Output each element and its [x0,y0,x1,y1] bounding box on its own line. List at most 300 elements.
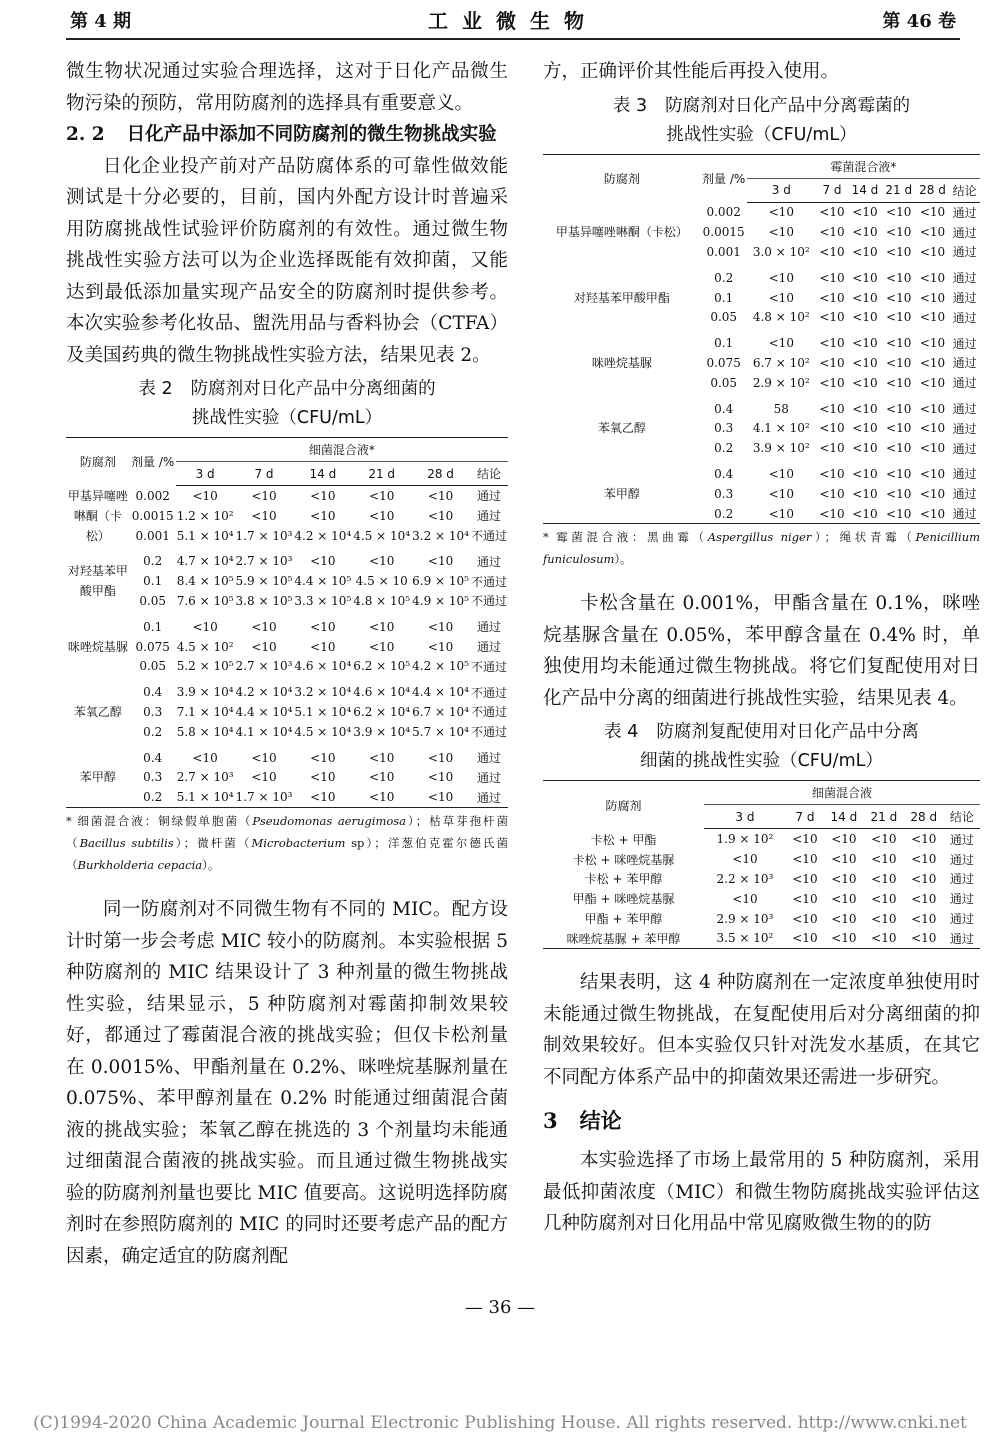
count-cell: 3.2 × 10⁴ [294,685,352,700]
count-cell: <10 [427,639,454,654]
table-title: 防腐剂对日化产品中分离霉菌的 [665,95,911,116]
col-header-group: 细菌混合液* [176,438,508,462]
paragraph: 微生物状况通过实验合理选择，这对于日化产品微生物污染的预防，常用防腐剂的选择具有重要意义。 [66,61,508,114]
count-cell: 4.8 × 10² [752,310,810,325]
count-cell: <10 [886,466,912,481]
count-cell: <10 [911,891,937,906]
count-cell: 4.2 × 10⁵ [412,659,469,674]
dose-cell: 0.05 [139,593,167,608]
count-cell: 5.8 × 10⁴ [176,724,234,739]
agent-name-cell: 对羟基苯甲酸甲酯 [67,564,128,599]
section-number: 2. 2 [66,124,105,145]
count-cell: 4.1 × 10² [752,421,810,436]
count-cell: 6.7 × 10² [752,355,810,370]
section-number: 3 [543,1108,558,1134]
result-cell: 通过 [949,912,974,927]
count-cell: <10 [852,441,878,456]
table-row [66,722,508,742]
count-cell: <10 [792,931,818,946]
count-cell: 4.5 × 10⁴ [294,724,352,739]
count-cell: 4.6 × 10⁴ [353,685,411,700]
count-cell: <10 [871,931,897,946]
agent-combo-cell: 甲酯 + 苯甲醇 [584,912,663,927]
dose-cell: 0.3 [143,704,163,719]
agent-name-cell: 苯氧乙醇 [597,421,646,436]
count-cell: 3.9 × 10⁴ [176,685,234,700]
result-cell: 通过 [949,931,974,946]
col-header-day: 3 d [747,178,816,202]
result-cell: 不通过 [470,725,507,740]
dose-cell: 0.075 [706,355,741,370]
count-cell: <10 [886,290,912,305]
table-row [543,829,980,849]
count-cell: <10 [911,911,937,926]
count-cell: <10 [310,619,336,634]
result-cell: 通过 [952,356,977,371]
count-cell: 5.7 × 10⁴ [412,724,469,739]
count-cell: 4.5 × 10 [355,574,408,589]
count-cell: <10 [369,619,395,634]
result-cell: 通过 [952,467,977,482]
count-cell: <10 [427,770,454,785]
count-cell: 3.3 × 10⁵ [294,593,352,608]
count-cell: 6.9 × 10⁵ [412,574,469,589]
count-cell: <10 [919,310,946,325]
count-cell: <10 [831,871,857,886]
dose-cell: 0.0015 [702,225,745,240]
count-cell: <10 [919,355,946,370]
result-cell: 通过 [952,271,977,286]
result-cell: 通过 [952,421,977,436]
count-cell: 58 [773,401,789,416]
count-cell: <10 [852,270,878,285]
count-cell: <10 [251,619,277,634]
section-title: 日化产品中添加不同防腐剂的微生物挑战实验 [126,124,497,145]
count-cell: <10 [310,750,336,765]
result-cell: 通过 [949,892,974,907]
table-title: 防腐剂复配使用对日化产品中分离 [656,722,919,743]
result-cell: 通过 [952,310,977,325]
count-cell: <10 [792,871,818,886]
count-cell: <10 [819,355,845,370]
result-cell: 不通过 [470,705,507,720]
col-header-day: 28 d [904,805,944,829]
table-row [66,486,508,506]
count-cell: <10 [819,506,845,521]
count-cell: <10 [369,639,395,654]
count-cell: <10 [871,832,897,847]
section-title: 结论 [579,1108,622,1134]
col-header-day: 21 d [882,178,916,202]
table-2 [66,437,508,808]
count-cell: <10 [919,441,946,456]
count-cell: <10 [251,639,277,654]
table-row [66,506,508,526]
count-cell: 4.5 × 10⁴ [353,528,411,543]
result-cell: 通过 [476,790,501,805]
count-cell: <10 [831,852,857,867]
count-cell: <10 [792,832,818,847]
count-cell: <10 [792,911,818,926]
result-cell: 通过 [476,620,501,635]
count-cell: <10 [871,871,897,886]
dose-cell: 0.05 [710,375,738,390]
count-cell: <10 [852,486,878,501]
count-cell: 6.2 × 10⁵ [353,659,411,674]
count-cell: <10 [831,832,857,847]
table-row [543,889,980,909]
count-cell: 6.7 × 10⁴ [412,704,469,719]
table-row [66,676,508,702]
result-cell: 通过 [952,336,977,351]
count-cell: <10 [310,508,336,523]
count-cell: 5.2 × 10⁵ [176,659,234,674]
count-cell: <10 [886,401,912,416]
count-cell: <10 [886,421,912,436]
dose-cell: 0.2 [714,270,734,285]
count-cell: <10 [819,225,845,240]
table-row [66,637,508,657]
result-cell: 通过 [952,507,977,522]
table-title-line2: 细菌的挑战性实验（CFU/mL） [640,751,883,772]
col-header-result: 结论 [949,178,980,202]
result-cell: 通过 [952,441,977,456]
table-row [66,742,508,768]
count-cell: 3.0 × 10² [752,244,810,259]
dose-cell: 0.2 [143,724,163,739]
count-cell: 4.2 × 10⁴ [294,528,352,543]
table-4 [543,780,980,949]
count-cell: <10 [369,554,395,569]
col-header-day: 14 d [824,805,864,829]
count-cell: <10 [886,375,912,390]
count-cell: 1.7 × 10³ [235,528,293,543]
col-header-dose: 剂量 /% [702,171,746,186]
table-row [543,869,980,889]
result-cell: 通过 [476,640,501,655]
agent-name-cell: 咪唑烷基脲 [591,355,652,370]
paragraph: 同一防腐剂对不同微生物有不同的 MIC。配方设计时第一步会考虑 MIC 较小的防腐剂。本实验根据 5 种防腐剂的 MIC 结果设计了 3 种剂量的微生物挑战性实验，结果显示，5 种防腐剂对霉菌抑制效果较好，都通过了霉菌混合液的挑战实验；但仅卡松剂量在 0.0015%、甲酯剂量在 0.2%、咪唑烷基脲剂量在 0.075%、苯甲醇剂量在 0.2% 时能通过细菌混合菌液的挑战实验；苯氧乙醇在挑选的 3 个剂量均未能通过细菌混合菌液的挑战实验。而且通过微生物挑战实验的防腐剂剂量也要比 MIC 值要高。这说明选择防腐剂时在参照防腐剂的 MIC 的同时还要考虑产品的配方因素，确定适宜的防腐剂配 [66,899,508,1267]
dose-cell: 0.002 [135,488,170,503]
paragraph: 方，正确评价其性能后再投入使用。 [543,61,840,82]
count-cell: <10 [732,891,758,906]
count-cell: <10 [919,205,946,220]
table-4-caption [543,718,980,776]
count-cell: <10 [427,508,454,523]
count-cell: 1.9 × 10² [716,832,774,847]
result-cell: 通过 [476,770,501,785]
col-header-agent: 防腐剂 [605,798,642,813]
count-cell: <10 [886,441,912,456]
count-cell: <10 [819,375,845,390]
count-cell: <10 [886,355,912,370]
col-header-day: 28 d [411,462,470,486]
agent-combo-cell: 甲酯 + 咪唑烷基脲 [572,892,675,907]
dose-cell: 0.05 [710,310,738,325]
section-heading-3 [543,1103,980,1139]
count-cell: <10 [369,750,395,765]
result-cell: 通过 [952,291,977,306]
count-cell: <10 [369,488,395,503]
count-cell: <10 [852,375,878,390]
count-cell: 2.2 × 10³ [716,871,774,886]
paragraph: 卡松含量在 0.001%，甲酯含量在 0.1%，咪唑烷基脲含量在 0.05%，苯甲醇含量在 0.4% 时，单独使用均未能通过微生物挑战。将它们复配使用对日化产品中分离的细菌进行挑战性实验，结果见表 4。 [543,593,980,709]
count-cell: 3.2 × 10⁴ [412,528,469,543]
count-cell: 5.9 × 10⁵ [235,574,293,589]
count-cell: <10 [911,871,937,886]
count-cell: 6.2 × 10⁴ [353,704,411,719]
count-cell: <10 [919,375,946,390]
count-cell: 4.9 × 10⁵ [412,593,469,608]
col-header-agent: 防腐剂 [603,171,640,186]
count-cell: 4.8 × 10⁵ [353,593,411,608]
count-cell: 4.2 × 10⁴ [235,685,293,700]
table-title-line2: 挑战性实验（CFU/mL） [191,408,383,428]
count-cell: 2.7 × 10³ [235,554,293,569]
count-cell: <10 [819,401,845,416]
dose-cell: 0.1 [714,290,734,305]
count-cell: 5.1 × 10⁴ [294,704,352,719]
count-cell: <10 [732,852,758,867]
journal-name: 工业微生物 [428,9,598,33]
count-cell: <10 [251,750,277,765]
count-cell: <10 [852,205,878,220]
count-cell: <10 [886,506,912,521]
count-cell: 4.6 × 10⁴ [294,659,352,674]
count-cell: 1.2 × 10² [176,508,234,523]
count-cell: 3.5 × 10² [716,931,774,946]
dose-cell: 0.1 [714,336,734,351]
count-cell: <10 [919,270,946,285]
count-cell: <10 [919,506,946,521]
count-cell: <10 [919,401,946,416]
count-cell: <10 [369,508,395,523]
table-number: 表 2 [138,379,173,399]
count-cell: <10 [819,310,845,325]
table-row [66,611,508,637]
count-cell: <10 [427,790,454,805]
agent-name-cell: 苯甲醇 [79,770,116,785]
count-cell: <10 [852,506,878,521]
count-cell: <10 [886,486,912,501]
issue-number: 第 4 期 [70,11,132,32]
count-cell: <10 [852,225,878,240]
dose-cell: 0.05 [139,659,167,674]
paragraph: 日化企业投产前对产品防腐体系的可靠性做效能测试是十分必要的，目前，国内外配方设计时普遍采用防腐挑战性试验评价防腐剂的有效性。通过微生物挑战性实验方法可以为企业选择既能有效抑菌，又能达到最低添加量实现产品安全的防腐剂时提供参考。本次实验参考化妆品、盥洗用品与香料协会（CTFA）及美国药典的微生物挑战性实验方法，结果见表 2。 [66,155,508,366]
count-cell: <10 [768,486,794,501]
count-cell: 3.9 × 10² [752,441,810,456]
count-cell: <10 [768,336,794,351]
count-cell: <10 [768,506,794,521]
table-row [543,262,980,288]
count-cell: <10 [852,244,878,259]
result-cell: 通过 [952,487,977,502]
table-2-footnote: * 细菌混合液：铜绿假单胞菌（Pseudomonas aerugimosa）；枯草芽孢杆菌（Bacillus subtilis）；微杆菌（Microbacterium sp）；洋葱伯克霍尔德氏菌（Burkholderia cepacia）。 [66,814,509,873]
result-cell: 通过 [949,872,974,887]
table-row [543,393,980,419]
copyright-footer: (C)1994-2020 China Academic Journal Electronic Publishing House. All rights reserved. http://www.cnki.net [33,1413,967,1433]
agent-combo-cell: 卡松 + 咪唑烷基脲 [572,852,675,867]
count-cell: <10 [919,336,946,351]
count-cell: 2.9 × 10² [752,375,810,390]
agent-combo-cell: 卡松 + 甲酯 [590,832,657,847]
table-row [66,526,508,546]
count-cell: 2.9 × 10³ [716,911,774,926]
count-cell: <10 [852,355,878,370]
count-cell: 8.4 × 10⁵ [176,574,234,589]
count-cell: <10 [251,488,277,503]
table-3-footnote: * 霉菌混合液：黑曲霉（Aspergillus niger）；绳状青霉（Penicillium funiculosum）。 [543,530,981,567]
table-row [543,909,980,929]
count-cell: 4.4 × 10⁴ [412,685,469,700]
count-cell: <10 [369,790,395,805]
count-cell: 5.1 × 10⁴ [176,790,234,805]
count-cell: <10 [768,205,794,220]
result-cell: 通过 [949,852,974,867]
col-header-day: 14 d [848,178,882,202]
count-cell: <10 [819,244,845,259]
count-cell: <10 [886,336,912,351]
dose-cell: 0.001 [706,244,741,259]
col-header-day: 7 d [235,462,294,486]
count-cell: <10 [886,270,912,285]
count-cell: <10 [886,310,912,325]
count-cell: 7.6 × 10⁵ [176,593,234,608]
count-cell: 4.4 × 10⁵ [294,574,352,589]
dose-cell: 0.075 [135,639,170,654]
dose-cell: 0.001 [135,528,170,543]
count-cell: <10 [768,466,794,481]
count-cell: 5.1 × 10⁴ [176,528,234,543]
dose-cell: 0.4 [143,685,163,700]
count-cell: <10 [852,401,878,416]
count-cell: 4.7 × 10⁴ [176,554,234,569]
count-cell: <10 [369,770,395,785]
dose-cell: 0.3 [714,486,734,501]
count-cell: <10 [310,790,336,805]
count-cell: <10 [819,336,845,351]
result-cell: 通过 [949,832,974,847]
agent-combo-cell: 咪唑烷基脲 + 苯甲醇 [566,931,681,946]
result-cell: 通过 [476,751,501,766]
dose-cell: 0.2 [143,790,163,805]
table-row [543,849,980,869]
count-cell: <10 [192,488,218,503]
table-title-line2: 挑战性实验（CFU/mL） [666,124,857,145]
col-header-day: 21 d [864,805,904,829]
result-cell: 不通过 [470,574,507,589]
count-cell: <10 [886,205,912,220]
result-cell: 通过 [952,225,977,240]
count-cell: <10 [310,639,336,654]
count-cell: <10 [819,421,845,436]
count-cell: <10 [792,891,818,906]
count-cell: <10 [792,852,818,867]
count-cell: <10 [919,421,946,436]
dose-cell: 0.3 [143,770,163,785]
table-2-caption [66,375,508,433]
count-cell: 4.1 × 10⁴ [235,724,293,739]
count-cell: <10 [871,911,897,926]
col-header-day: 28 d [916,178,950,202]
col-header-day: 7 d [816,178,848,202]
agent-name-cell: 甲基异噻唑啉酮（卡松） [67,488,128,543]
count-cell: <10 [427,619,454,634]
paragraph: 本实验选择了市场上最常用的 5 种防腐剂，采用最低抑菌浓度（MIC）和微生物防腐挑战实验评估这几种防腐剂对日化用品中常见腐败微生物的的防 [543,1150,980,1235]
count-cell: <10 [819,441,845,456]
count-cell: 1.7 × 10³ [235,790,293,805]
table-title: 防腐剂对日化产品中分离细菌的 [190,379,436,399]
dose-cell: 0.2 [714,506,734,521]
count-cell: 2.7 × 10³ [235,659,293,674]
count-cell: <10 [919,244,946,259]
count-cell: <10 [852,290,878,305]
count-cell: <10 [886,225,912,240]
result-cell: 通过 [476,489,501,504]
agent-name-cell: 苯甲醇 [603,486,640,501]
count-cell: <10 [911,931,937,946]
count-cell: <10 [852,421,878,436]
count-cell: <10 [852,336,878,351]
dose-cell: 0.2 [143,554,163,569]
count-cell: <10 [819,205,845,220]
count-cell: <10 [919,290,946,305]
count-cell: <10 [871,852,897,867]
col-header-result: 结论 [944,805,980,829]
col-header-day: 3 d [176,462,235,486]
col-header-group: 细菌混合液 [704,781,980,805]
count-cell: 2.7 × 10³ [176,770,234,785]
count-cell: <10 [886,244,912,259]
result-cell: 通过 [952,402,977,417]
result-cell: 通过 [952,245,977,260]
count-cell: <10 [310,770,336,785]
count-cell: <10 [911,852,937,867]
dose-cell: 0.4 [714,401,734,416]
col-header-group: 霉菌混合液* [747,154,980,178]
count-cell: <10 [427,750,454,765]
count-cell: <10 [852,310,878,325]
count-cell: 7.1 × 10⁴ [176,704,234,719]
count-cell: <10 [911,832,937,847]
count-cell: <10 [192,619,218,634]
result-cell: 通过 [952,205,977,220]
count-cell: <10 [192,750,218,765]
count-cell: <10 [427,488,454,503]
table-3-caption [543,92,980,150]
count-cell: 4.4 × 10⁴ [235,704,293,719]
col-header-agent: 防腐剂 [79,455,116,470]
agent-name-cell: 对羟基苯甲酸甲酯 [573,290,670,305]
count-cell: <10 [819,290,845,305]
result-cell: 通过 [476,554,501,569]
count-cell: <10 [427,554,454,569]
col-header-result: 结论 [470,462,508,486]
paragraph: 结果表明，这 4 种防腐剂在一定浓度单独使用时未能通过微生物挑战，在复配使用后对分离细菌的抑制效果较好。但本实验仅只针对洗发水基质，在其它不同配方体系产品中的抑菌效果还需进一步研究。 [543,972,980,1088]
result-cell: 通过 [952,376,977,391]
table-number: 表 3 [612,95,648,116]
volume-number: 第 46 卷 [882,11,956,32]
count-cell: <10 [310,488,336,503]
section-heading-2-2 [66,119,508,151]
result-cell: 通过 [476,509,501,524]
left-column [66,56,508,1272]
table-3 [543,154,980,525]
count-cell: 3.8 × 10⁵ [235,593,293,608]
count-cell: <10 [768,290,794,305]
count-cell: <10 [819,270,845,285]
count-cell: <10 [919,486,946,501]
